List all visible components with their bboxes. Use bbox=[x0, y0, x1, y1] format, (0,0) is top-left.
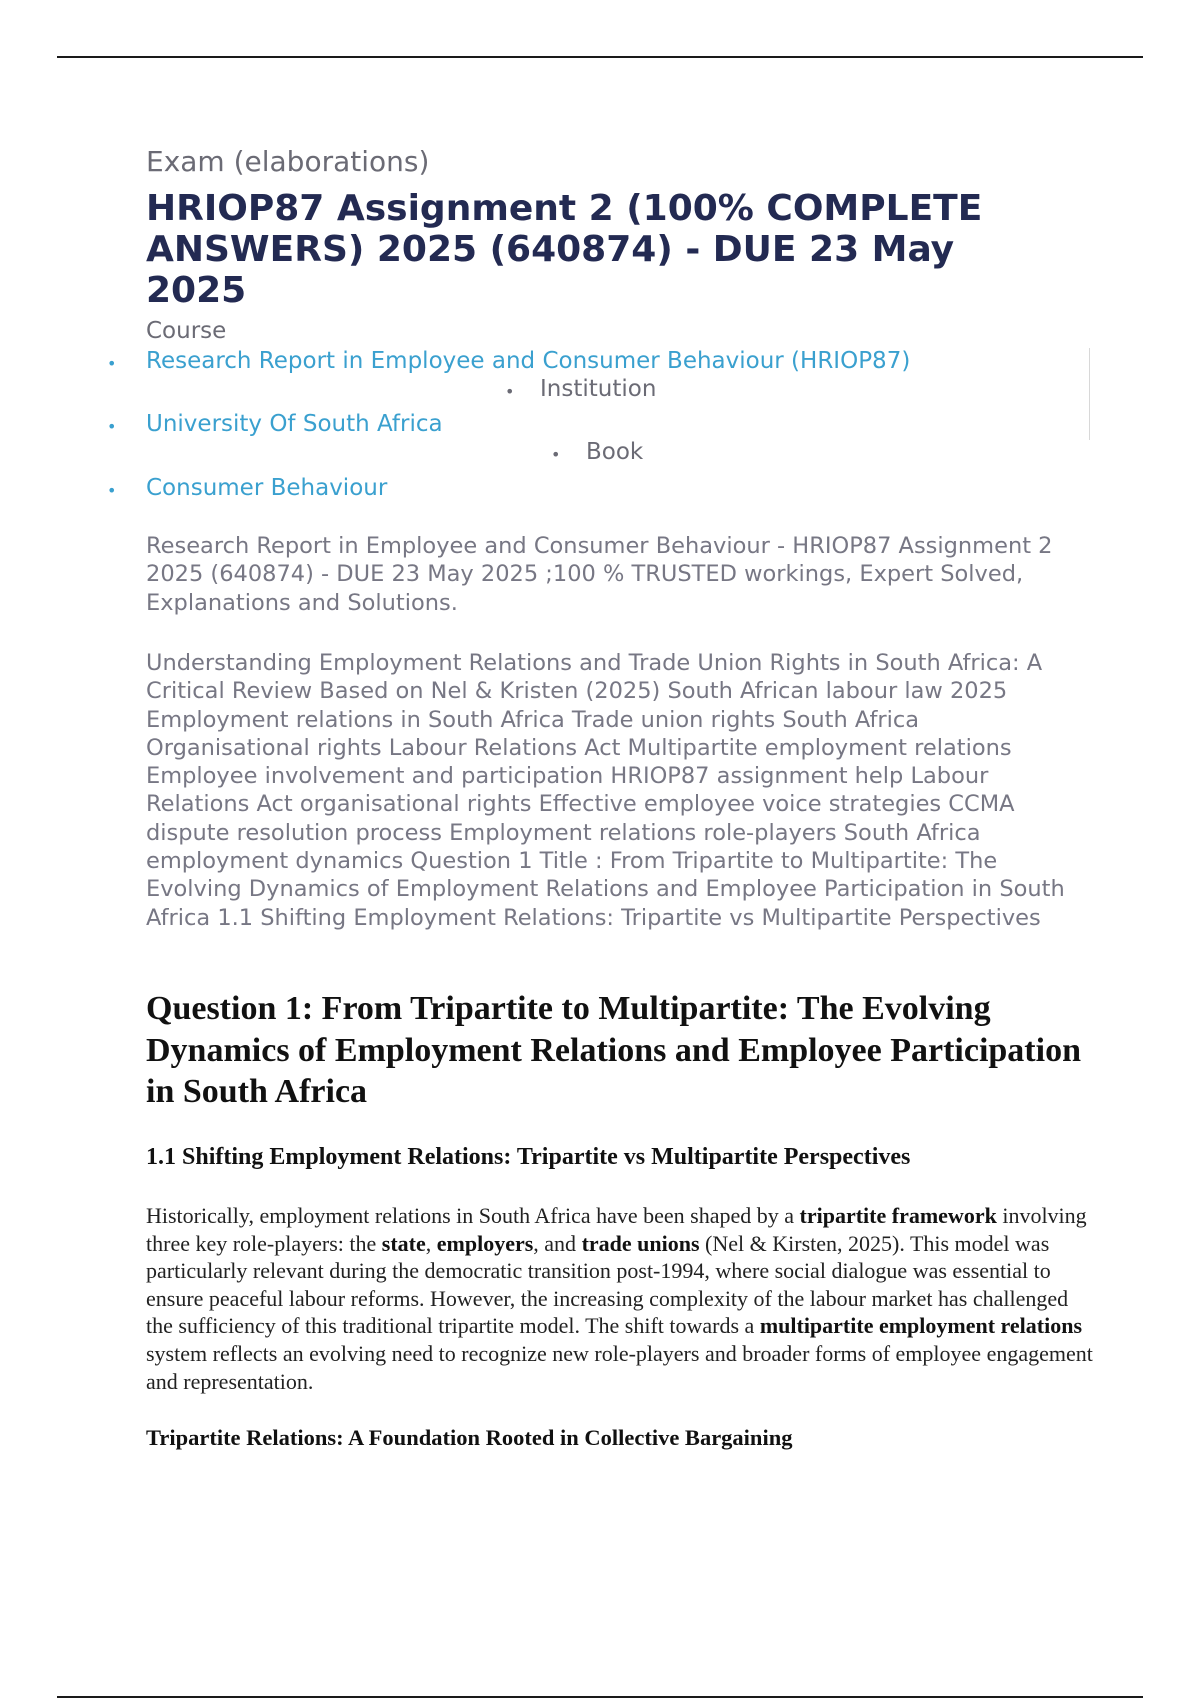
document-title: HRIOP87 Assignment 2 (100% COMPLETE ANSWERS) 2025 (640874) - DUE 23 May 2025 bbox=[146, 188, 983, 311]
bold-term: trade unions bbox=[581, 1230, 700, 1256]
bottom-divider bbox=[57, 1696, 1143, 1698]
bold-term: employers bbox=[436, 1230, 534, 1256]
side-divider bbox=[1089, 348, 1090, 440]
question-heading: Question 1: From Tripartite to Multipartite: The Evolving Dynamics of Employment Relations and Employee Participation in South Africa bbox=[146, 990, 1081, 1110]
top-divider bbox=[57, 56, 1143, 58]
book-label: Book bbox=[586, 439, 644, 465]
bold-term: tripartite framework bbox=[799, 1203, 997, 1228]
book-link[interactable]: Consumer Behaviour bbox=[146, 475, 388, 501]
bullet-icon: • bbox=[107, 481, 117, 500]
institution-link[interactable]: University Of South Africa bbox=[146, 411, 443, 437]
body-paragraph: Historically, employment relations in South Africa have been shaped by a tripartite framework involving three key role-players: the state, employers, and trade unions (Nel & Kirsten, 2025). This model was particularly relevant during the democratic transition post-1994, where social dialogue was essential to ensure peaceful labour reforms. However, the increasing complexity of the labour market has challenged the sufficiency of this traditional tripartite model. The shift towards a multipartite employment relations system reflects an evolving need to recognize new role-players and broader forms of employee engagement and representation. bbox=[146, 1203, 1093, 1394]
summary-keywords: Understanding Employment Relations and Trade Union Rights in South Africa: A Critical Review Based on Nel & Kristen (2025) South African labour law 2025 Employment relations in South Africa Trade union rights South Africa Organisational rights Labour Relations Act Multipartite employment relations Employee involvement and participation HRIOP87 assignment help Labour Relations Act organisational rights Effective employee voice strategies CCMA dispute resolution process Employment relations role-players South Africa employment dynamics Question 1 Title : From Tripartite to Multipartite: The Evolving Dynamics of Employment Relations and Employee Participation in South Africa 1.1 Shifting Employment Relations: Tripartite vs Multipartite Perspectives bbox=[146, 650, 1065, 931]
section-heading: 1.1 Shifting Employment Relations: Tripartite vs Multipartite Perspectives bbox=[146, 1144, 911, 1170]
subsection-heading: Tripartite Relations: A Foundation Rooted in Collective Bargaining bbox=[146, 1425, 793, 1450]
summary-description: Research Report in Employee and Consumer Behaviour - HRIOP87 Assignment 2 2025 (640874) - DUE 23 May 2025 ;100 % TRUSTED workings, Expert Solved, Explanations and Solutions. bbox=[146, 533, 1053, 616]
bullet-icon: • bbox=[551, 445, 561, 464]
bullet-icon: • bbox=[107, 354, 117, 373]
bullet-icon: • bbox=[107, 417, 117, 436]
bold-term: state bbox=[381, 1230, 426, 1256]
document-type-label: Exam (elaborations) bbox=[146, 145, 430, 178]
course-label: Course bbox=[146, 318, 227, 344]
bold-term: multipartite employment relations bbox=[759, 1313, 1083, 1339]
bullet-icon: • bbox=[505, 382, 515, 401]
course-link[interactable]: Research Report in Employee and Consumer Behaviour (HRIOP87) bbox=[146, 348, 911, 374]
institution-label: Institution bbox=[540, 376, 657, 402]
